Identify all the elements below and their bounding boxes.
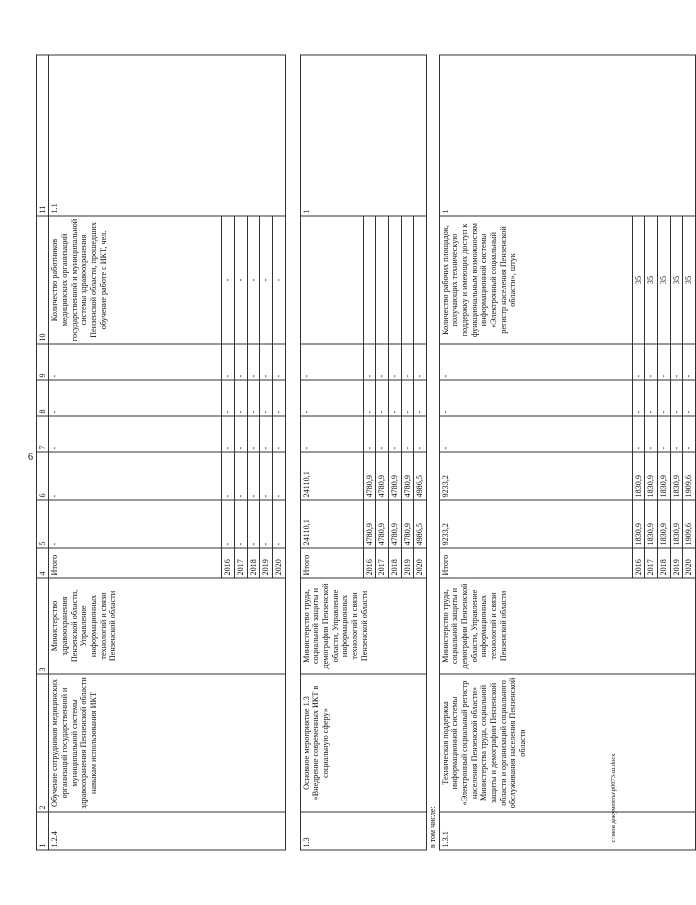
year-value: 1830,9 xyxy=(645,500,658,548)
column-number: 6 xyxy=(37,452,49,500)
column-number: 1 xyxy=(37,812,49,850)
year-value: 4780,9 xyxy=(401,452,414,500)
year-value: - xyxy=(363,416,376,452)
spacer-cell xyxy=(285,416,300,452)
spacer-cell xyxy=(285,55,300,216)
indicator-year-value: - xyxy=(222,216,235,344)
year-value: - xyxy=(683,416,696,452)
year-value: - xyxy=(670,380,683,416)
year-value: - xyxy=(401,416,414,452)
year-value: - xyxy=(389,416,402,452)
year-value: - xyxy=(683,344,696,380)
year-value: 1909,6 xyxy=(683,452,696,500)
year-value: - xyxy=(273,500,286,548)
year-label: 2019 xyxy=(260,548,273,578)
year-value: - xyxy=(222,344,235,380)
total-label: Итого xyxy=(439,548,632,578)
indicator-year-value: - xyxy=(260,216,273,344)
activity-name: Основное мероприятие 1.3 «Внедрение современных ИКТ в социальную сферу» xyxy=(300,674,426,812)
year-label: 2020 xyxy=(414,548,427,578)
total-value: - xyxy=(439,380,632,416)
indicator-name: Количество рабочих площадок, получающих техническую поддержку и имеющих доступ к функциональным возможностям информационной системы «Электронный социальный регистр населения Пензенской области», штук xyxy=(439,216,632,344)
spacer-cell xyxy=(285,380,300,416)
total-value: - xyxy=(300,416,363,452)
year-value: 1909,6 xyxy=(683,500,696,548)
total-value: 24110,1 xyxy=(300,452,363,500)
activity-number: 1.3.1 xyxy=(439,812,695,850)
column-number: 11 xyxy=(37,55,49,216)
indicator-year-value xyxy=(363,216,376,344)
year-value: - xyxy=(247,452,260,500)
indicator-year-value: - xyxy=(235,216,248,344)
spacer-cell xyxy=(285,452,300,500)
total-value: - xyxy=(49,344,222,380)
year-value: - xyxy=(363,380,376,416)
indicator-name: Количество работников медицинских организаций государственной и муниципальной системы здравоохранения Пензенской области, прошедших обучение работе с ИКТ, чел. xyxy=(49,216,222,344)
section-label: в том числе: xyxy=(427,55,439,850)
total-label: Итого xyxy=(49,548,222,578)
spacer-cell xyxy=(285,216,300,344)
year-value: - xyxy=(414,416,427,452)
year-value: - xyxy=(273,416,286,452)
indicator-name xyxy=(300,216,363,344)
total-value: - xyxy=(49,380,222,416)
column-number: 7 xyxy=(37,416,49,452)
column-number: 3 xyxy=(37,578,49,674)
activity-total-row xyxy=(439,55,632,850)
spacer-cell xyxy=(285,578,300,674)
year-value: - xyxy=(273,380,286,416)
year-label: 2017 xyxy=(376,548,389,578)
year-label: 2018 xyxy=(247,548,260,578)
year-value: - xyxy=(645,344,658,380)
year-label: 2018 xyxy=(657,548,670,578)
spacer-row xyxy=(285,55,300,850)
column-number-row xyxy=(37,55,49,850)
indicator-year-value: 35 xyxy=(645,216,658,344)
year-value: - xyxy=(389,344,402,380)
year-value: - xyxy=(222,452,235,500)
year-value: 1830,9 xyxy=(670,500,683,548)
file-path-footer: c:\мои документы\р0073-ш.docx xyxy=(610,753,617,842)
year-value: 1830,9 xyxy=(657,452,670,500)
indicator-year-value xyxy=(414,216,427,344)
year-label: 2016 xyxy=(363,548,376,578)
year-value: - xyxy=(247,416,260,452)
year-value: 1830,9 xyxy=(645,452,658,500)
year-label: 2019 xyxy=(401,548,414,578)
year-value: - xyxy=(670,416,683,452)
year-value: - xyxy=(260,500,273,548)
year-value: 1830,9 xyxy=(632,500,645,548)
total-value: - xyxy=(300,344,363,380)
year-value: - xyxy=(260,344,273,380)
year-value: 4780,9 xyxy=(389,452,402,500)
year-value: - xyxy=(273,344,286,380)
year-value: 4780,9 xyxy=(376,452,389,500)
landscape-table-container xyxy=(36,55,694,850)
total-value: 9233,2 xyxy=(439,452,632,500)
column-number: 5 xyxy=(37,500,49,548)
year-value: - xyxy=(222,500,235,548)
year-value: - xyxy=(389,380,402,416)
year-label: 2019 xyxy=(670,548,683,578)
year-value: - xyxy=(657,416,670,452)
year-value: - xyxy=(632,344,645,380)
year-value: - xyxy=(632,416,645,452)
activity-name: Техническая поддержка информационной системы «Электронный социальный регистр населения Пензенской области» Министерства труда, социальной защиты и демографии Пензенской области и организаций социального обслуживания населения Пензенской области xyxy=(439,674,695,812)
activity-executor: Министерство труда, социальной защиты и демографии Пензенской области, Управление информационных технологий и связи Пензенской области xyxy=(300,578,426,674)
year-label: 2016 xyxy=(222,548,235,578)
total-value: - xyxy=(439,344,632,380)
year-label: 2016 xyxy=(632,548,645,578)
year-value: - xyxy=(376,344,389,380)
year-value: - xyxy=(247,500,260,548)
year-value: - xyxy=(247,380,260,416)
program-activities-table xyxy=(36,54,696,850)
indicator-year-value xyxy=(376,216,389,344)
indicator-year-value: 35 xyxy=(683,216,696,344)
indicator-reference: 1 xyxy=(300,55,426,216)
year-label: 2018 xyxy=(389,548,402,578)
indicator-reference: 1.1 xyxy=(49,55,285,216)
indicator-year-value: 35 xyxy=(632,216,645,344)
year-value: - xyxy=(260,380,273,416)
total-value: - xyxy=(49,500,222,548)
total-value: 24110,1 xyxy=(300,500,363,548)
year-value: - xyxy=(235,380,248,416)
column-number: 9 xyxy=(37,344,49,380)
activity-number: 1.2.4 xyxy=(49,812,285,850)
total-value: 9233,2 xyxy=(439,500,632,548)
column-number: 2 xyxy=(37,674,49,812)
year-label: 2017 xyxy=(645,548,658,578)
year-value: - xyxy=(235,344,248,380)
indicator-year-value: 35 xyxy=(657,216,670,344)
column-number: 10 xyxy=(37,216,49,344)
column-number: 8 xyxy=(37,380,49,416)
year-value: - xyxy=(401,380,414,416)
activity-executor: Министерство здравоохранения Пензенской области, Управление информационных технологий и связи Пензенской области xyxy=(49,578,285,674)
year-value: - xyxy=(260,416,273,452)
indicator-year-value xyxy=(401,216,414,344)
spacer-cell xyxy=(285,812,300,850)
column-number: 4 xyxy=(37,548,49,578)
indicator-year-value: 35 xyxy=(670,216,683,344)
section-row xyxy=(427,55,439,850)
year-value: - xyxy=(645,380,658,416)
year-value: - xyxy=(683,380,696,416)
year-value: - xyxy=(645,416,658,452)
spacer-cell xyxy=(285,344,300,380)
activity-number: 1.3 xyxy=(300,812,426,850)
activity-total-row xyxy=(300,55,363,850)
year-value: 4986,5 xyxy=(414,500,427,548)
year-label: 2020 xyxy=(273,548,286,578)
year-value: - xyxy=(235,416,248,452)
year-value: - xyxy=(657,380,670,416)
year-value: - xyxy=(376,416,389,452)
year-value: 4986,5 xyxy=(414,452,427,500)
year-value: 4780,9 xyxy=(363,452,376,500)
spacer-cell xyxy=(285,548,300,578)
year-value: - xyxy=(363,344,376,380)
year-value: 4780,9 xyxy=(376,500,389,548)
year-value: 1830,9 xyxy=(670,452,683,500)
year-value: - xyxy=(414,380,427,416)
year-value: - xyxy=(260,452,273,500)
year-label: 2020 xyxy=(683,548,696,578)
year-value: - xyxy=(657,344,670,380)
spacer-cell xyxy=(285,674,300,812)
year-value: - xyxy=(247,344,260,380)
year-value: 4780,9 xyxy=(389,500,402,548)
year-value: - xyxy=(222,380,235,416)
total-value: - xyxy=(49,452,222,500)
year-value: 1830,9 xyxy=(657,500,670,548)
year-value: - xyxy=(670,344,683,380)
year-value: - xyxy=(376,380,389,416)
year-value: 4780,9 xyxy=(401,500,414,548)
year-value: - xyxy=(401,344,414,380)
year-value: - xyxy=(273,452,286,500)
year-value: 1830,9 xyxy=(632,452,645,500)
total-label: Итого xyxy=(300,548,363,578)
indicator-reference: 1 xyxy=(439,55,695,216)
spacer-cell xyxy=(285,500,300,548)
year-value: 4780,9 xyxy=(363,500,376,548)
total-value: - xyxy=(300,380,363,416)
year-value: - xyxy=(632,380,645,416)
indicator-year-value: - xyxy=(273,216,286,344)
activity-total-row xyxy=(49,55,222,850)
total-value: - xyxy=(439,416,632,452)
indicator-year-value xyxy=(389,216,402,344)
year-value: - xyxy=(414,344,427,380)
page-number: 6 xyxy=(28,452,33,463)
year-label: 2017 xyxy=(235,548,248,578)
activity-executor: Министерство труда, социальной защиты и демографии Пензенской области, Управление информационных технологий и связи Пензенской области xyxy=(439,578,695,674)
year-value: - xyxy=(222,416,235,452)
activity-name: Обучение сотрудников медицинских организаций государственной и муниципальной системы здравоохранения Пензенской области навыкам использования ИКТ xyxy=(49,674,285,812)
indicator-year-value: - xyxy=(247,216,260,344)
year-value: - xyxy=(235,500,248,548)
total-value: - xyxy=(49,416,222,452)
year-value: - xyxy=(235,452,248,500)
